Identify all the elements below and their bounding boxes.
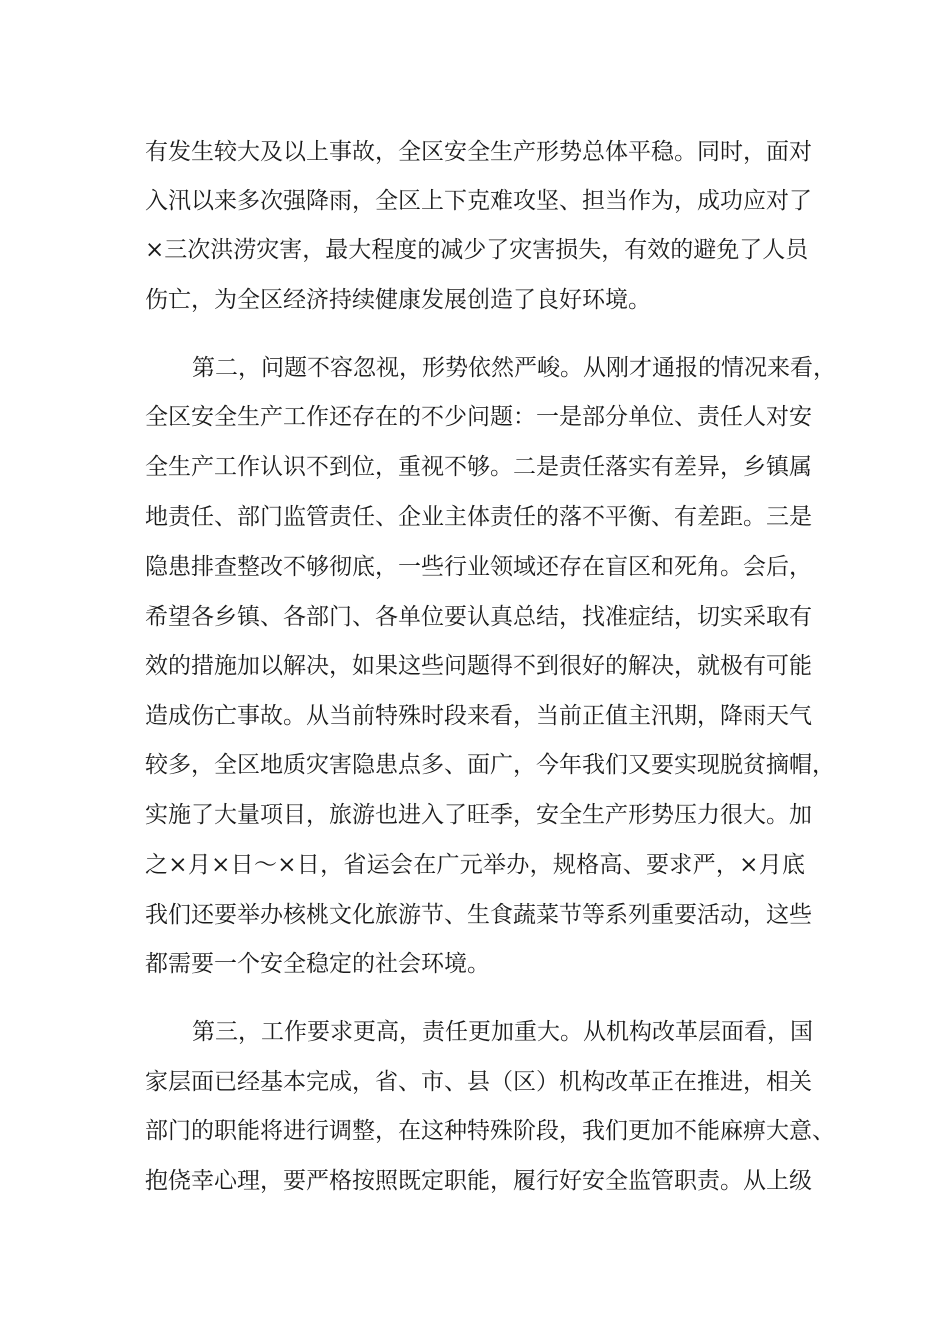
paragraph-3-line-4: 抱侥幸心理，要严格按照既定职能，履行好安全监管职责。从上级: [145, 1168, 812, 1194]
paragraph-1-line-2: 入汛以来多次强降雨，全区上下克难攻坚、担当作为，成功应对了: [145, 188, 812, 214]
paragraph-3-line-2: 家层面已经基本完成，省、市、县（区）机构改革正在推进，相关: [145, 1069, 812, 1095]
paragraph-2-line-4: 地责任、部门监管责任、企业主体责任的落不平衡、有差距。三是: [145, 504, 812, 530]
paragraph-3-line-3: 部门的职能将进行调整，在这种特殊阶段，我们更加不能麻痹大意、: [145, 1118, 835, 1144]
paragraph-2-line-7: 效的措施加以解决，如果这些问题得不到很好的解决，就极有可能: [145, 653, 812, 679]
paragraph-2-line-2: 全区安全生产工作还存在的不少问题：一是部分单位、责任人对安: [145, 404, 812, 430]
paragraph-2-line-12: 我们还要举办核桃文化旅游节、生食蔬菜节等系列重要活动，这些: [145, 902, 812, 928]
paragraph-2-line-9: 较多，全区地质灾害隐患点多、面广，今年我们又要实现脱贫摘帽，: [145, 752, 835, 778]
paragraph-1-line-4: 伤亡，为全区经济持续健康发展创造了良好环境。: [145, 287, 651, 313]
paragraph-2-line-3: 全生产工作认识不到位，重视不够。二是责任落实有差异，乡镇属: [145, 454, 812, 480]
paragraph-2-line-10: 实施了大量项目，旅游也进入了旺季，安全生产形势压力很大。加: [145, 802, 812, 828]
paragraph-2-line-1: 第二，问题不容忽视，形势依然严峻。从刚才通报的情况来看，: [192, 355, 836, 381]
paragraph-2-line-11: 之×月×日～×日，省运会在广元举办，规格高、要求严，×月底: [145, 852, 805, 878]
paragraph-1-line-1: 有发生较大及以上事故，全区安全生产形势总体平稳。同时，面对: [145, 139, 812, 165]
paragraph-3-line-1: 第三，工作要求更高，责任更加重大。从机构改革层面看，国: [192, 1019, 813, 1045]
paragraph-2-line-13: 都需要一个安全稳定的社会环境。: [145, 951, 490, 977]
paragraph-1-line-3: ×三次洪涝灾害，最大程度的减少了灾害损失，有效的避免了人员: [145, 237, 809, 263]
paragraph-2-line-6: 希望各乡镇、各部门、各单位要认真总结，找准症结，切实采取有: [145, 604, 812, 630]
paragraph-2-line-8: 造成伤亡事故。从当前特殊时段来看，当前正值主汛期，降雨天气: [145, 703, 812, 729]
paragraph-2-line-5: 隐患排查整改不够彻底，一些行业领域还存在盲区和死角。会后，: [145, 554, 812, 580]
